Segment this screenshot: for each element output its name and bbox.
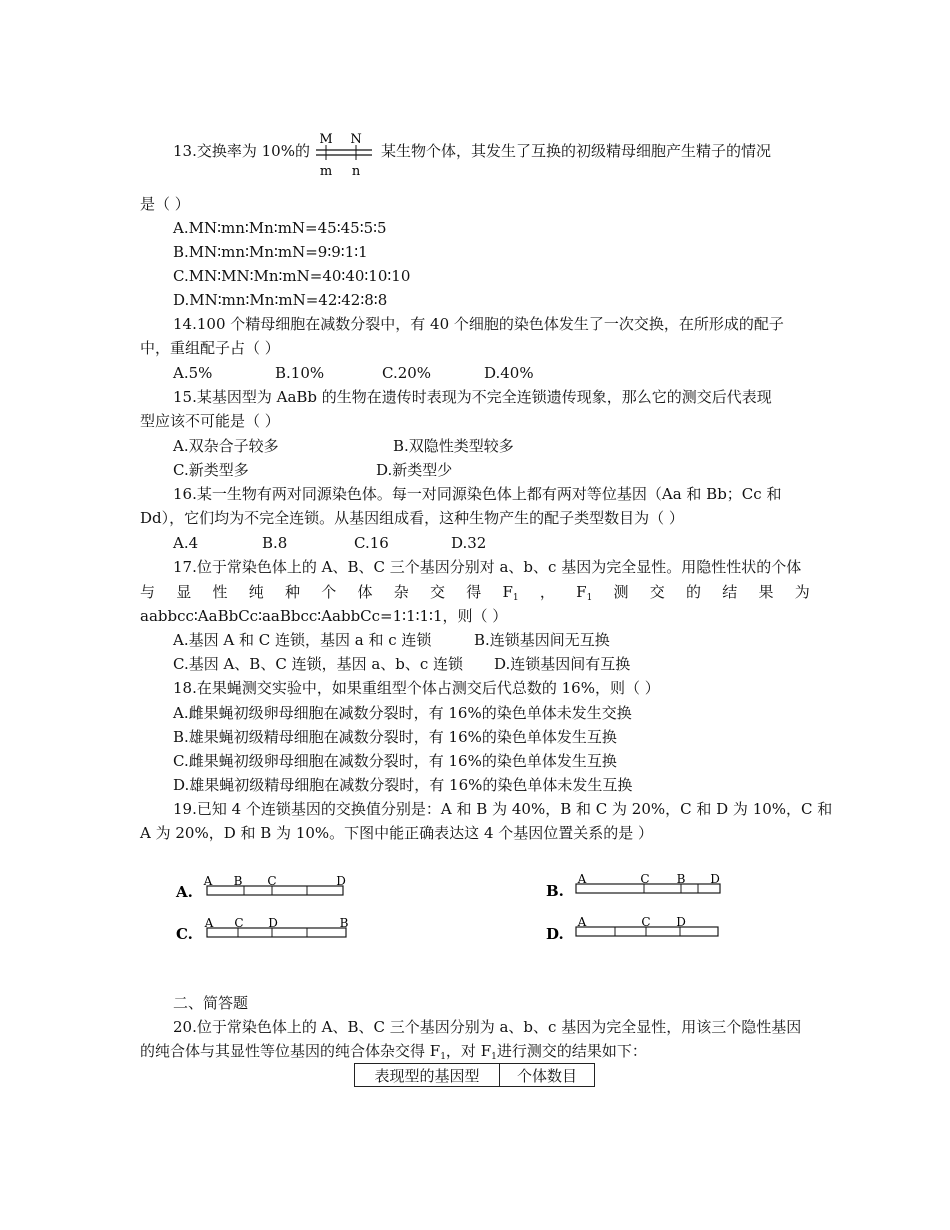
q17-f1-second [576,582,592,608]
q14-option-a: A.5% [173,364,213,382]
q14-option-d: D.40% [484,364,534,382]
q17-subscript: 1 [586,593,593,603]
q17-word: 测 [613,583,629,601]
q20-line2-part1: 的纯合体与其显性等位基因的纯合体杂交得 F [140,1042,441,1060]
q13-prefix: 13.交换率为 10%的 [173,142,310,160]
q17-word: F [576,583,587,601]
q19-map-b-gene: B [676,872,686,886]
q19-line2: A 为 20%，D 和 B 为 10%。下图中能正确表达这 4 个基因位置关系的是 ） [140,824,654,842]
q17-word: 与 [140,583,156,601]
q17-line2 [140,582,810,608]
q13-option-d: D.MN∶mn∶Mn∶mN=42∶42∶8∶8 [173,291,388,309]
q19-line1: 19.已知 4 个连锁基因的交换值分别是：A 和 B 为 40%，B 和 C 为 20%，C 和 D 为 10%，C 和 [173,800,833,818]
q17-word: 种 [285,583,301,601]
q19-map-c-label: C. [176,925,193,943]
q19-map-a-gene: A [203,874,213,888]
q18-option-b: B.雄果蝇初级精母细胞在减数分裂时，有 16%的染色单体发生互换 [173,728,617,746]
q17-word: 交 [649,583,665,601]
q13-suffix: 某生物个体，其发生了互换的初级精母细胞产生精子的情况 [381,142,772,160]
q17-line3: aabbcc∶AaBbCc∶aaBbcc∶AabbCc=1∶1∶1∶1，则（ ） [140,607,508,625]
q19-map-b [544,870,726,902]
q17-word: 的 [686,583,702,601]
q17-word: 个 [321,583,337,601]
q19-map-c-gene: D [268,916,278,930]
q19-map-c-gene: A [204,916,214,930]
q16-option-d: D.32 [451,534,487,552]
q19-map-a-gene: B [233,874,243,888]
q19-map-c [174,914,354,946]
q14-line1: 14.100 个精母细胞在减数分裂中，有 40 个细胞的染色体发生了一次交换，在所形成的配子 [173,315,784,333]
q17-option-a: A.基因 A 和 C 连锁，基因 a 和 c 连锁 [173,631,432,649]
q19-map-a-gene: C [267,874,277,888]
q15-line2: 型应该不可能是（ ） [140,412,280,430]
q16-line1: 16.某一生物有两对同源染色体。每一对同源染色体上都有两对等位基因（Aa 和 Bb；Cc 和 [173,485,782,503]
q17-word: 显 [176,583,192,601]
q17-subscript: 1 [512,593,519,603]
q19-map-c-gene: B [339,916,349,930]
q17-word: 果 [758,583,774,601]
q19-map-d [544,913,726,945]
q17-word: F [502,583,513,601]
q18-option-a: A.雌果蝇初级卵母细胞在减数分裂时，有 16%的染色单体未发生交换 [173,704,632,722]
q13-chrom-bottom-left: m [319,164,333,179]
q19-map-d-gene: D [676,915,686,929]
q17-f1 [503,582,519,608]
q13-option-a: A.MN∶mn∶Mn∶mN=45∶45∶5∶5 [173,219,387,237]
q20-line2-part2: ，对 F [445,1042,492,1060]
q18-option-c: C.雌果蝇初级卵母细胞在减数分裂时，有 16%的染色单体发生互换 [173,752,617,770]
q16-option-a: A.4 [173,534,199,552]
q17-word: 纯 [248,583,264,601]
q16-option-c: C.16 [354,534,389,552]
q14-option-b: B.10% [275,364,325,382]
table-header-count: 个体数目 [500,1064,595,1087]
q19-map-d-gene: C [641,915,651,929]
q15-line1: 15.某基因型为 AaBb 的生物在遗传时表现为不完全连锁遗传现象，那么它的测交后代表现 [173,388,772,406]
q13-continuation: 是（ ） [140,195,190,213]
q13-stem [173,141,310,161]
q13-option-c: C.MN∶MN∶Mn∶mN=40∶40∶10∶10 [173,267,411,285]
q13-option-b: B.MN∶mn∶Mn∶mN=9∶9∶1∶1 [173,243,368,261]
q17-word: 杂 [393,583,409,601]
q19-map-d-label: D. [546,925,564,943]
q18-option-d: D.雄果蝇初级精母细胞在减数分裂时，有 16%的染色单体未发生互换 [173,776,633,794]
q19-map-d-gene: A [577,915,587,929]
table-header-row [355,1064,595,1087]
q13-chrom-top-right: N [350,132,362,147]
q17-line1: 17.位于常染色体上的 A、B、C 三个基因分别对 a、b、c 基因为完全显性。用隐性性状的个体 [173,558,802,576]
q15-option-b: B.双隐性类型较多 [393,437,514,455]
q19-map-a-label: A. [176,883,193,901]
q14-line2: 中，重组配子占（ ） [140,339,280,357]
q15-option-a: A.双杂合子较多 [173,437,279,455]
q20-line1: 20.位于常染色体上的 A、B、C 三个基因分别为 a、b、c 基因为完全显性，用该三个隐性基因 [173,1018,802,1036]
q19-map-c-gene: C [234,916,244,930]
table-header-genotype: 表现型的基因型 [355,1064,500,1087]
q13-chrom-bottom-right: n [351,164,361,179]
q20-line2-part3: 进行测交的结果如下： [496,1042,647,1060]
q20-subscript: 1 [440,1052,446,1062]
q17-word: 性 [212,583,228,601]
q17-word: 结 [722,583,738,601]
q19-map-b-gene: A [577,872,587,886]
q17-word: ， [539,583,555,601]
q17-option-c: C.基因 A、B、C 连锁，基因 a、b、c 连锁 [173,655,464,673]
section2-title: 二、简答题 [173,994,249,1012]
q16-option-b: B.8 [262,534,288,552]
q17-word: 为 [794,583,810,601]
q17-option-d: D.连锁基因间有互换 [494,655,631,673]
q14-option-c: C.20% [382,364,432,382]
q17-option-b: B.连锁基因间无互换 [474,631,610,649]
q20-results-table [354,1063,595,1087]
q17-word: 体 [357,583,373,601]
q13-chromosome-figure [312,129,376,181]
q19-map-a-gene: D [336,874,346,888]
q19-map-b-gene: C [640,872,650,886]
q20-subscript: 1 [491,1052,497,1062]
q15-option-c: C.新类型多 [173,461,249,479]
q17-word: 交 [430,583,446,601]
q18-line1: 18.在果蝇测交实验中，如果重组型个体占测交后代总数的 16%，则（ ） [173,679,660,697]
q17-word: 得 [466,583,482,601]
q16-line2: Dd），它们均为不完全连锁。从基因组成看，这种生物产生的配子类型数目为（ ） [140,509,684,527]
q13-chrom-top-left: M [319,132,333,147]
q19-map-b-gene: D [710,872,720,886]
q19-map-b-label: B. [546,882,564,900]
q19-map-a [174,872,354,904]
q15-option-d: D.新类型少 [376,461,453,479]
